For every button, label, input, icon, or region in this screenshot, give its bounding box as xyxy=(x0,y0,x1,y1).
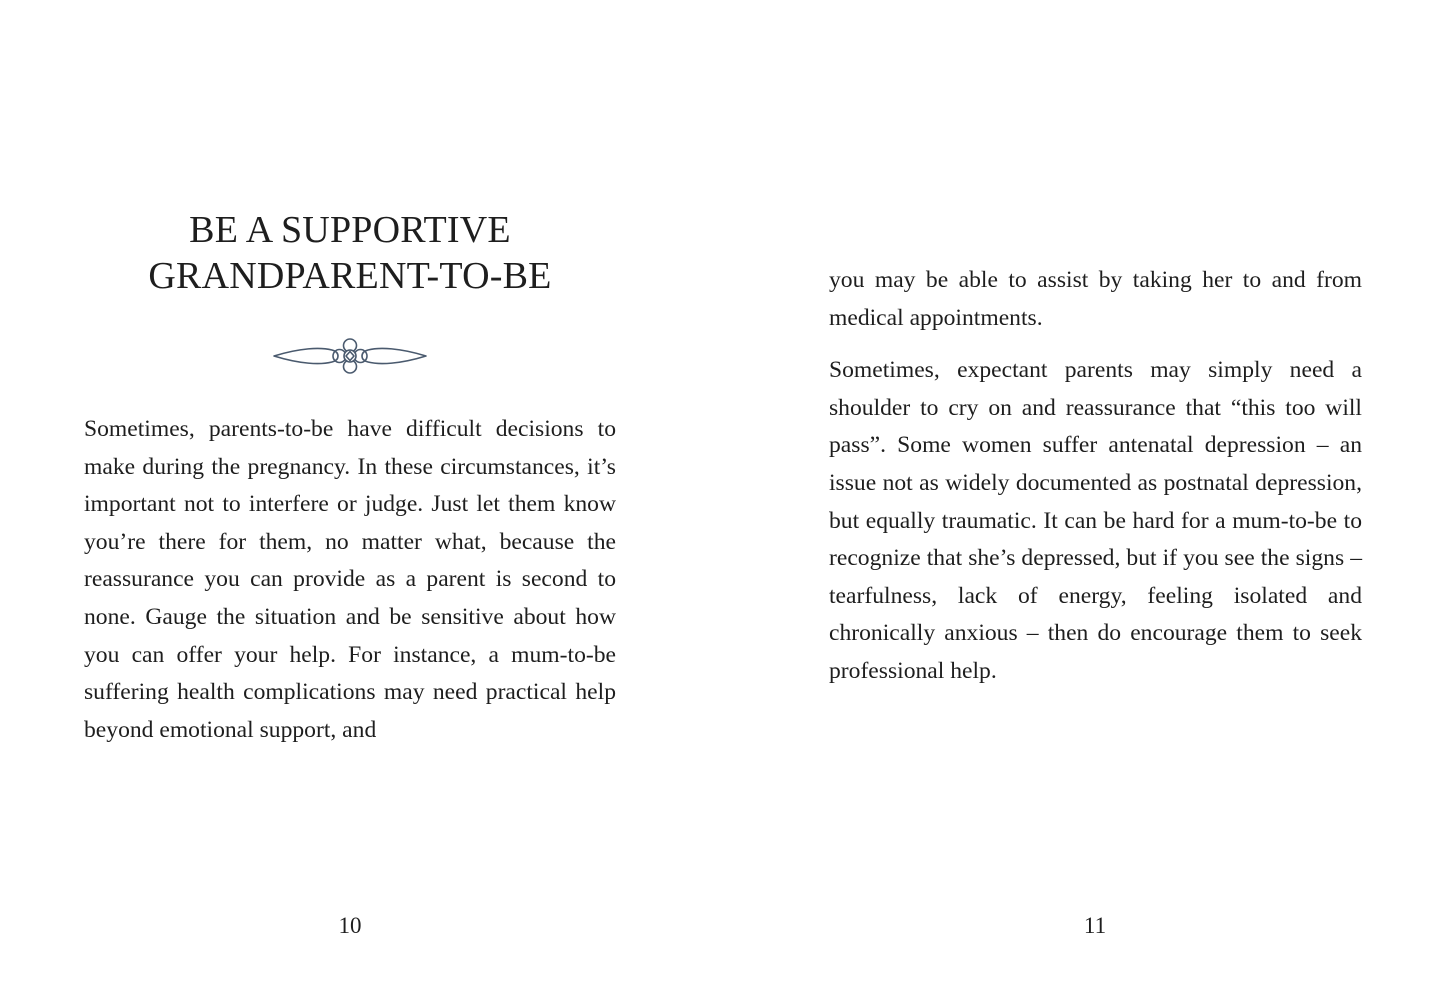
chapter-title-line-2: GRANDPARENT-TO-BE xyxy=(148,255,552,297)
left-page xyxy=(0,0,722,988)
right-body-paragraph-1: you may be able to assist by taking her to and from medical appointments. xyxy=(829,267,1362,331)
page-number-right: 11 xyxy=(1083,913,1107,938)
left-body-paragraph: Sometimes, parents-to-be have difficult decisions to make during the pregnancy. In these circumstances, it’s important not to interfere or judge. Just let them know you’re there for them, no matter what, because the reassurance you can provide as a parent is second to none. Gauge the situation and be sensitive about how you can offer your help. For instance, a mum-to-be suffering health complications may need practical help beyond emotional support, and xyxy=(84,416,616,743)
right-body-paragraph-2: Sometimes, expectant parents may simply need a shoulder to cry on and reassurance that “this too will pass”. Some women suffer antenatal depression – an issue not as widely documented as postnatal depression, but equally traumatic. It can be hard for a mum-to-be to recognize that she’s depressed, but if you see the signs – tearfulness, lack of energy, feeling isolated and chronically anxious – then do encourage them to seek professional help. xyxy=(829,357,1362,684)
right-page xyxy=(722,0,1445,988)
right-body xyxy=(829,262,1362,706)
chapter-title xyxy=(84,207,616,299)
fleuron-divider-icon xyxy=(270,333,430,379)
chapter-title-line-1: BE A SUPPORTIVE xyxy=(189,209,511,251)
page-number-left: 10 xyxy=(338,913,362,938)
